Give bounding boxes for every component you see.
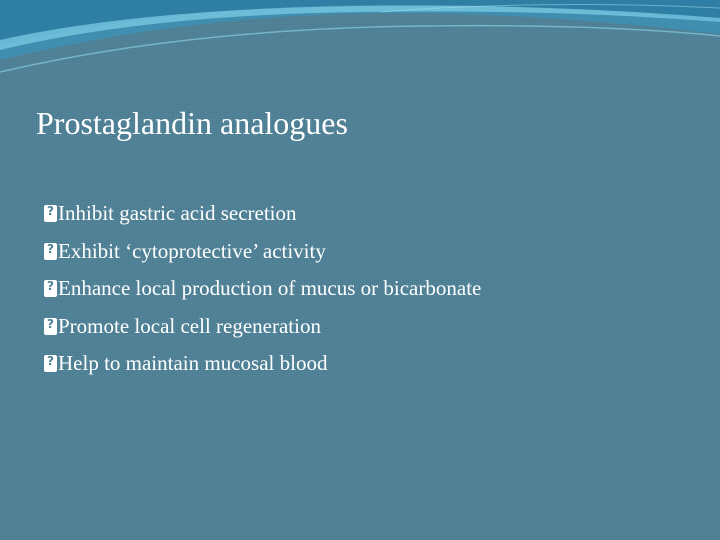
bullet-text: Help to maintain mucosal blood <box>58 351 328 376</box>
missing-glyph-bullet-icon <box>44 243 57 260</box>
bullet-list <box>44 195 481 383</box>
bullet-text: Enhance local production of mucus or bicarbonate <box>58 276 482 301</box>
bullet-item <box>44 345 481 383</box>
bullet-item <box>44 233 481 271</box>
bullet-item <box>44 195 481 233</box>
header-wave-decoration <box>0 0 720 110</box>
slide-title: Prostaglandin analogues <box>36 105 348 141</box>
bullet-item <box>44 270 481 308</box>
bullet-text: Inhibit gastric acid secretion <box>58 201 297 226</box>
missing-glyph-bullet-icon <box>44 355 57 372</box>
bullet-text: Promote local cell regeneration <box>58 313 321 338</box>
bullet-item <box>44 308 481 346</box>
missing-glyph-bullet-icon <box>44 318 57 335</box>
missing-glyph-bullet-icon <box>44 280 57 297</box>
missing-glyph-bullet-icon <box>44 205 57 222</box>
bullet-text: Exhibit ‘cytoprotective’ activity <box>58 238 326 263</box>
